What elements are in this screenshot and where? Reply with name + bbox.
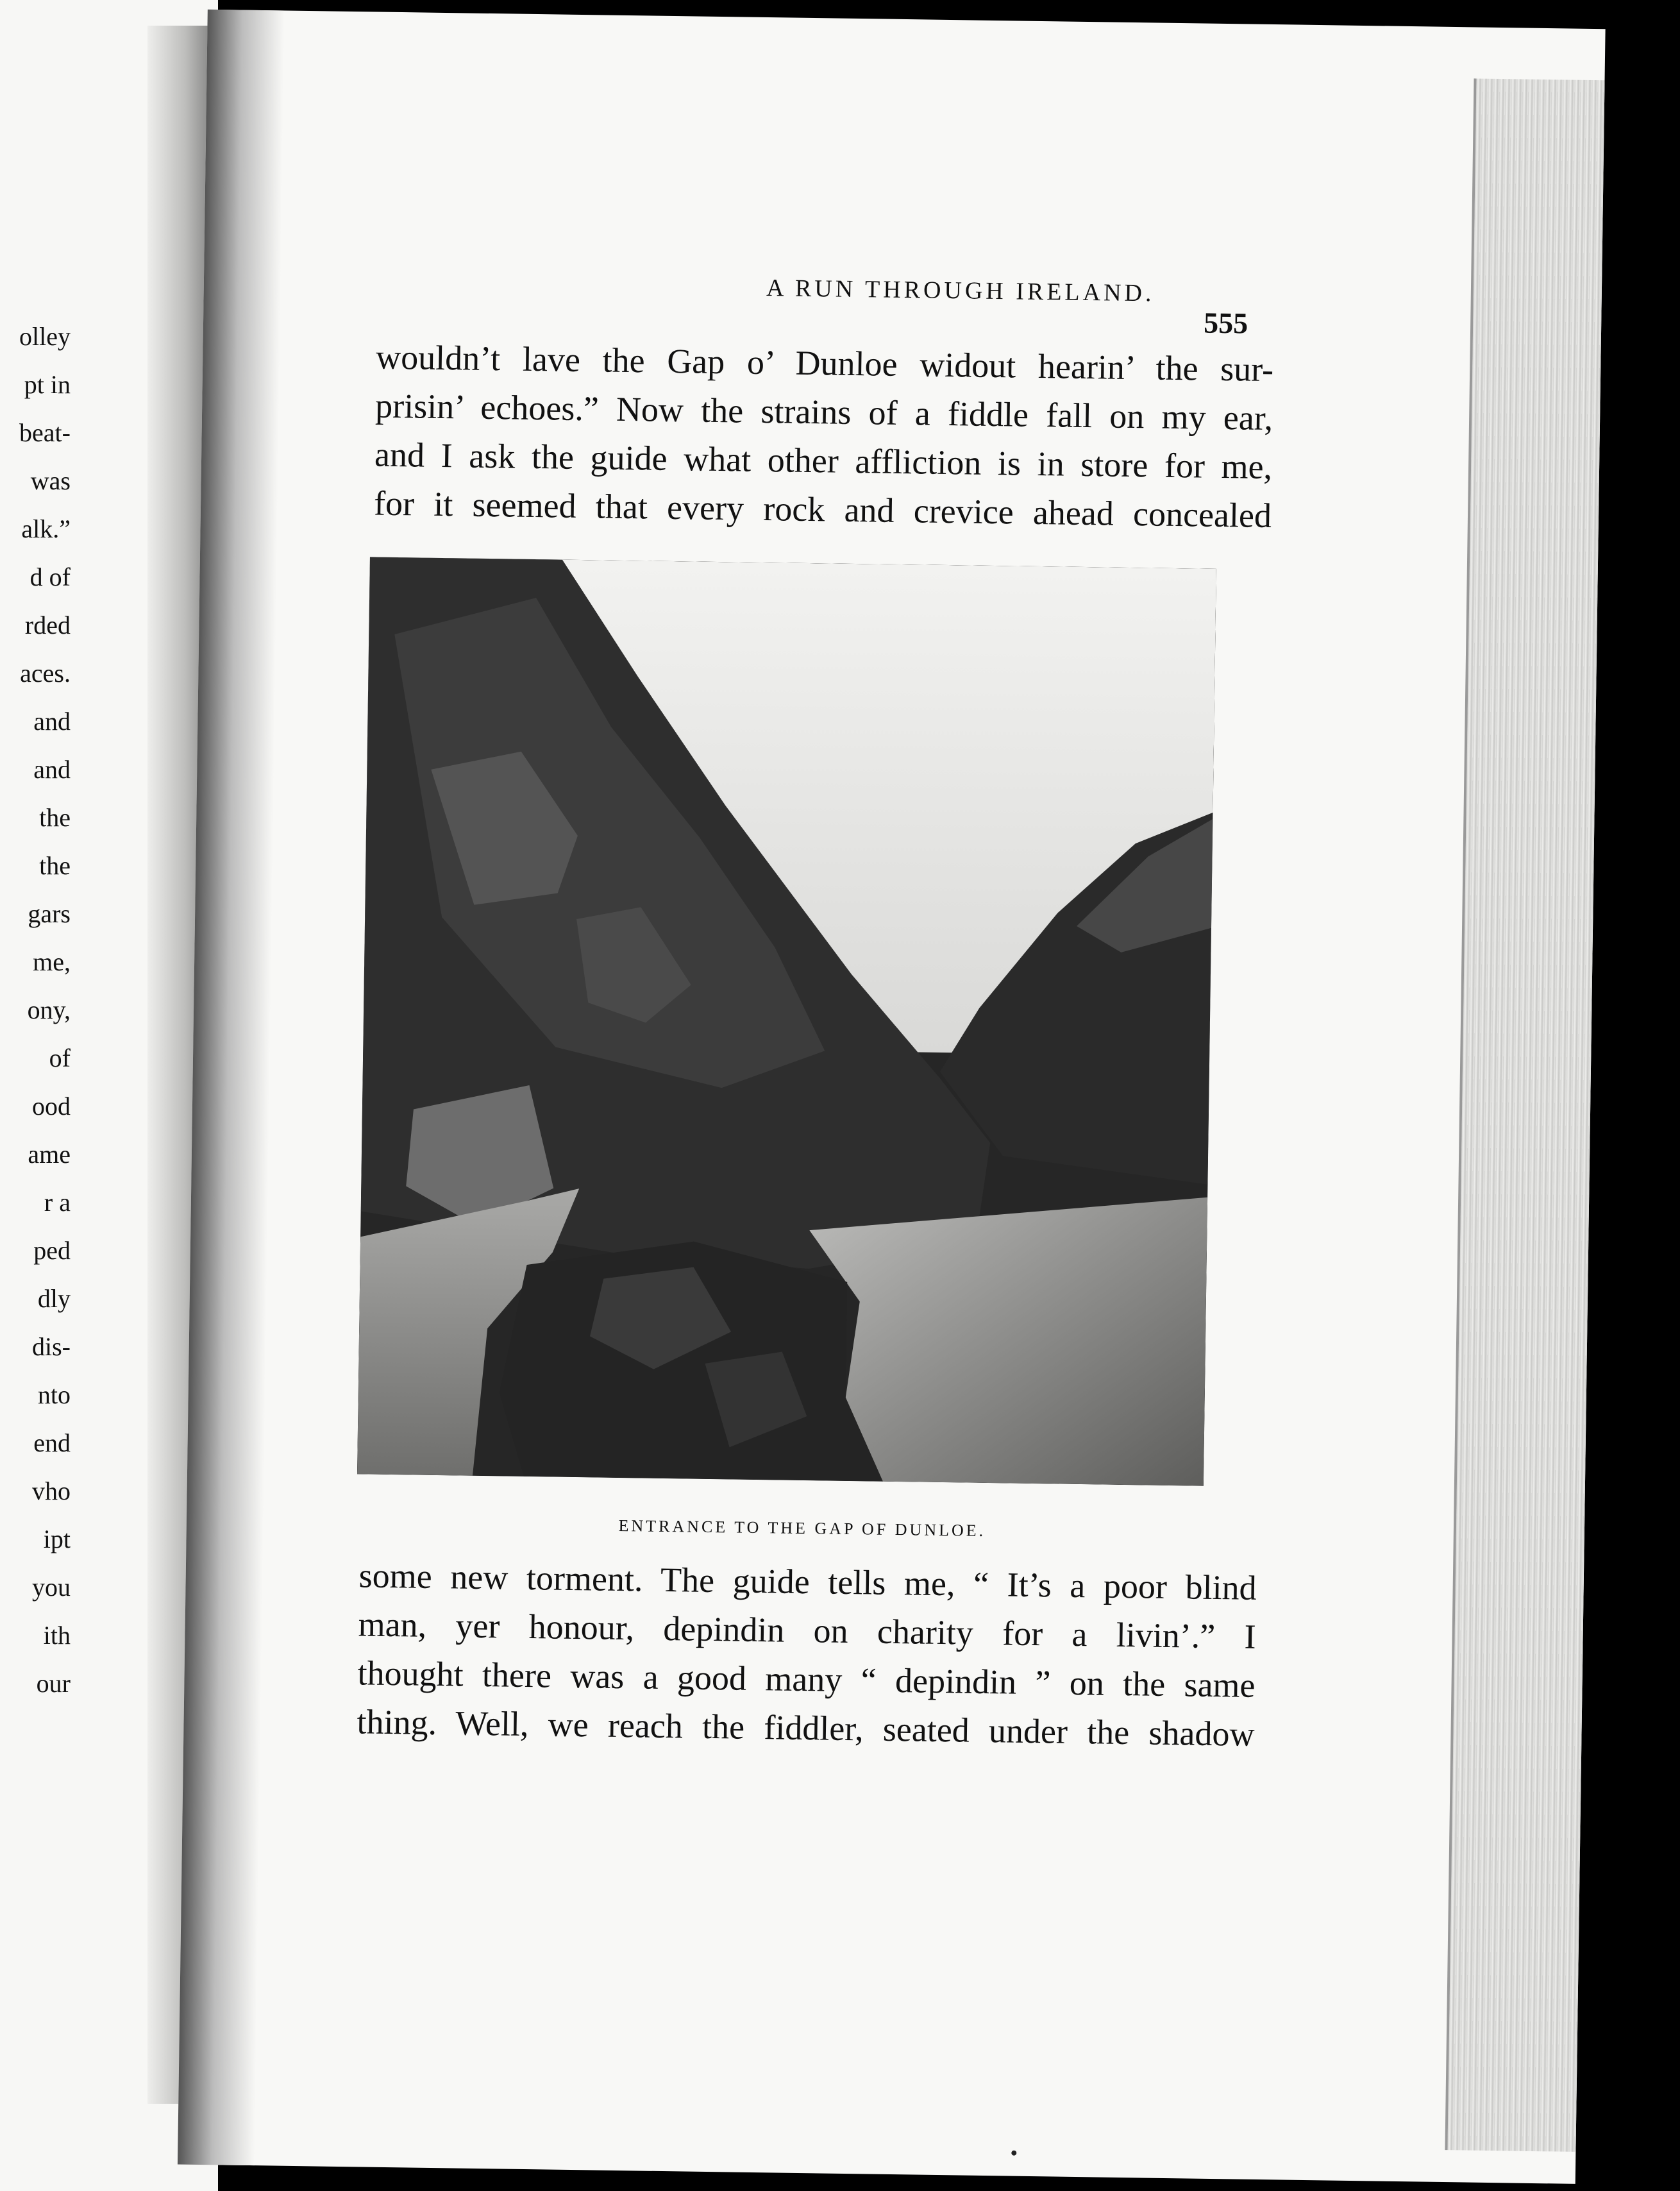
left-page-fragment: vho [32, 1476, 71, 1505]
left-page-fragment: ith [43, 1621, 71, 1650]
text-line: and I ask the guide what other affliction is in store for me, [374, 435, 1273, 487]
book-page [178, 10, 1606, 2184]
left-page-fragment: gars [28, 899, 71, 928]
paragraph-bottom [357, 1551, 1257, 1759]
ink-speck [1011, 2151, 1016, 2156]
photo-illustration [357, 557, 1216, 1485]
left-page-fragment: end [33, 1428, 71, 1457]
left-page-fragment: ame [28, 1140, 71, 1169]
left-page-fragment: me, [33, 947, 71, 976]
running-head: A RUN THROUGH IRELAND. [766, 275, 1155, 307]
left-page-fragment: and [33, 755, 71, 784]
left-page-fragment: pt in [24, 370, 71, 399]
left-page-fragment: dly [37, 1284, 71, 1313]
page-number: 555 [1203, 306, 1248, 340]
left-page-fragment: nto [37, 1380, 71, 1409]
left-page-fragment: alk.” [21, 514, 71, 543]
text-line: thing. Well, we reach the fiddler, seated under the shadow [357, 1702, 1255, 1754]
left-page-fragment: our [36, 1669, 71, 1698]
left-page-fragment: beat- [19, 418, 71, 447]
left-page-fragment: d of [29, 563, 71, 591]
left-page-fragment: r a [44, 1188, 71, 1217]
paragraph-top [374, 333, 1274, 541]
left-page-fragment: ipt [43, 1525, 71, 1553]
text-line: thought there was a good many “ depindin ” on the same [357, 1654, 1256, 1705]
left-page-fragment: you [32, 1573, 71, 1602]
figure-caption: ENTRANCE TO THE GAP OF DUNLOE. [618, 1516, 986, 1540]
text-line: prisin’ echoes.” Now the strains of a fiddle fall on my ear, [374, 386, 1273, 438]
left-page-fragment: and [33, 707, 71, 736]
left-page-fragment: olley [19, 322, 71, 351]
text-line: for it seemed that every rock and crevice ahead concealed [373, 484, 1272, 536]
left-page-fragment: ood [32, 1092, 71, 1121]
text-line: man, yer honour, depindin on charity for a livin’.” I [358, 1605, 1256, 1656]
left-page-fragment: ony, [27, 995, 71, 1024]
left-page-fragment: the [39, 851, 71, 880]
left-page-fragment: the [39, 803, 71, 832]
left-page-fragment: aces. [20, 659, 71, 688]
mountain-gap-photo [357, 557, 1216, 1485]
text-line: some new torment. The guide tells me, “ It’s a poor blind [358, 1556, 1257, 1607]
left-page-fragment: ped [33, 1236, 71, 1265]
left-page-fragment: was [30, 466, 71, 495]
left-page-fragment: dis- [32, 1332, 71, 1361]
left-page-fragment: of [49, 1044, 71, 1072]
left-page-fragment: rded [24, 611, 71, 639]
text-line: wouldn’t lave the Gap o’ Dunloe widout hearin’ the sur- [375, 337, 1274, 389]
page-stack-edge [1445, 78, 1604, 2152]
